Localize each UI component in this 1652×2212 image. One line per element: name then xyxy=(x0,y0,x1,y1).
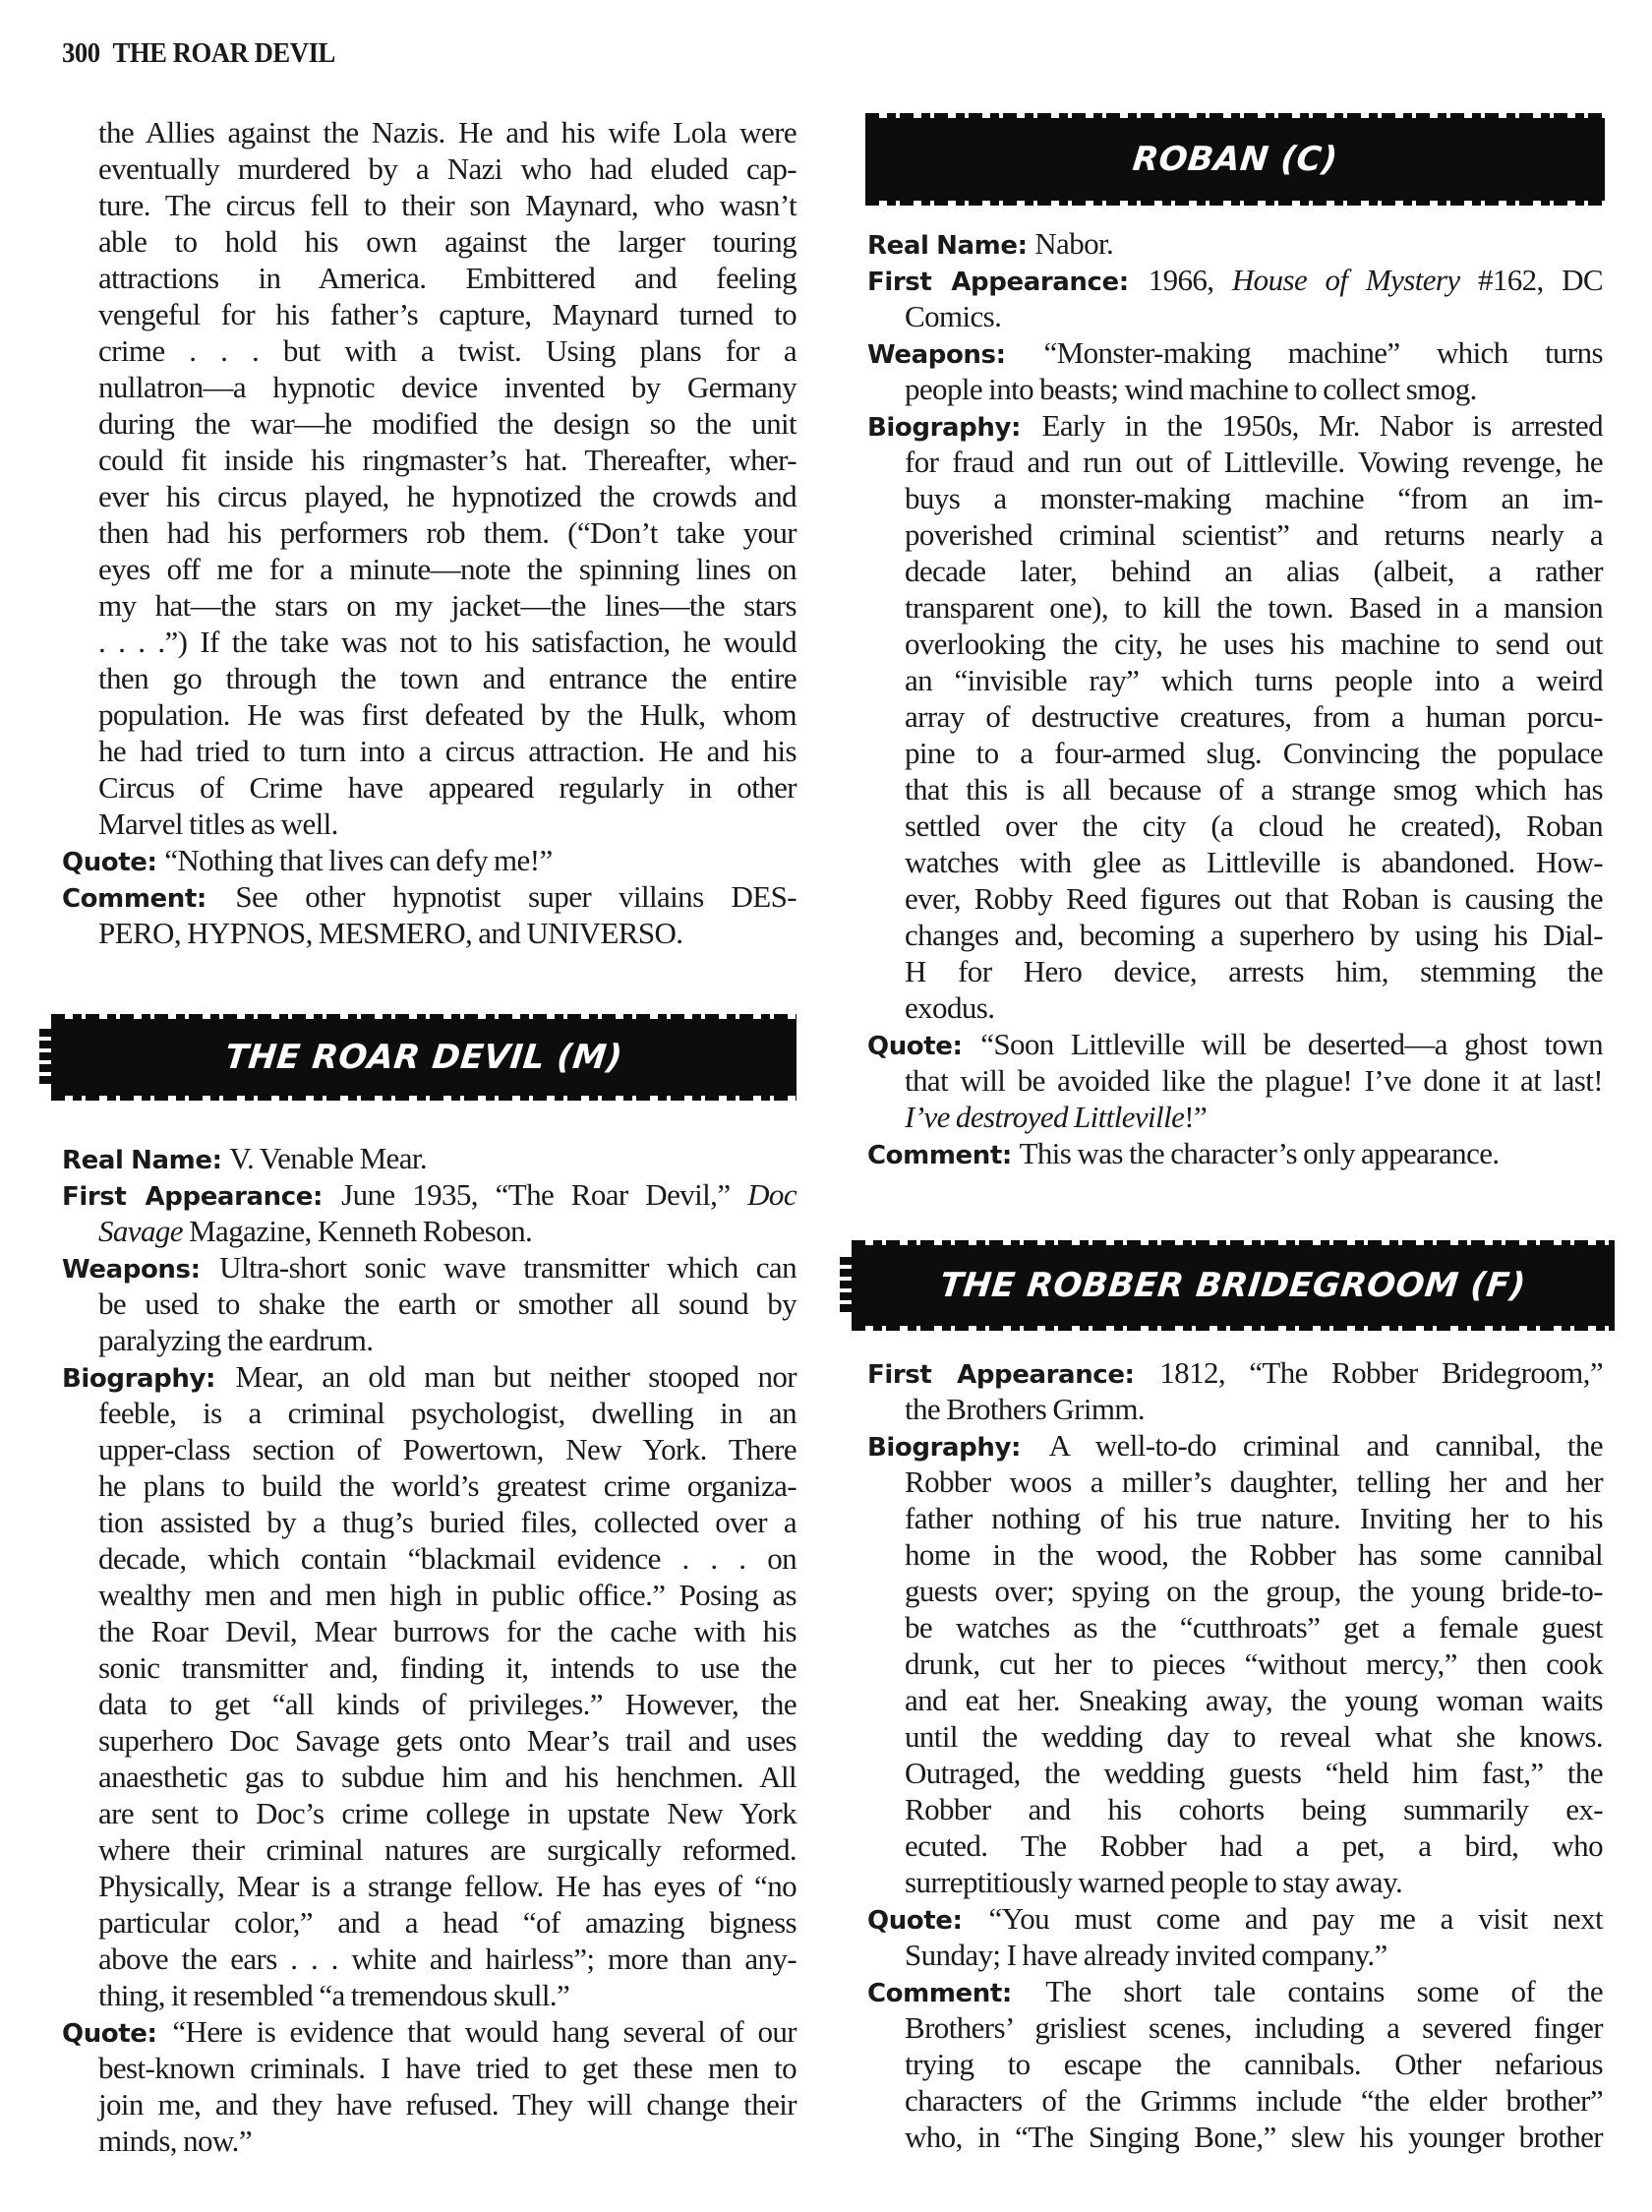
text-line xyxy=(98,1213,796,1249)
field-value: feeble, is a criminal psychologist, dwelling in an xyxy=(98,1396,796,1430)
text-line xyxy=(905,953,1603,989)
entry-title-roar-devil: THE ROAR DEVIL (M) xyxy=(222,1038,625,1077)
text-line xyxy=(98,114,796,150)
field-value: and eat her. Sneaking away, the young woman waits xyxy=(905,1683,1603,1717)
field-value: Magazine, Kenneth Robeson. xyxy=(182,1214,533,1248)
field-value: !” xyxy=(1184,1100,1208,1134)
field-value: Robber woos a miller’s daughter, telling her and her xyxy=(905,1465,1603,1499)
field-line xyxy=(867,1026,1603,1062)
text-line xyxy=(98,1977,796,2013)
field-value: “Nothing that lives can defy me!” xyxy=(164,843,553,877)
field-value: be watches as the “cutthroats” get a female guest xyxy=(905,1610,1603,1644)
field-value: sonic transmitter and, finding it, intends to use the xyxy=(98,1650,796,1685)
text-line xyxy=(98,150,796,187)
field-label: Quote: xyxy=(867,1906,989,1936)
field-line xyxy=(62,1140,796,1176)
field-value: minds, now.” xyxy=(98,2123,252,2158)
text-line xyxy=(905,553,1603,589)
entry-title-robber-bridegroom: THE ROBBER BRIDEGROOM (F) xyxy=(938,1266,1528,1305)
text-line xyxy=(905,480,1603,516)
field-label: Weapons: xyxy=(62,1255,220,1285)
field-value: Circus of Crime have appeared regularly in other xyxy=(98,770,796,805)
text-line xyxy=(98,2050,796,2086)
field-value: trying to escape the cannibals. Other nefarious xyxy=(905,2047,1603,2081)
field-value: vengeful for his father’s capture, Maynard turned to xyxy=(98,297,796,331)
field-value: anaesthetic gas to subdue him and his henchmen. All xyxy=(98,1760,796,1794)
field-value: then had his performers rob them. (“Don’t take your xyxy=(98,515,796,550)
field-label: Quote: xyxy=(62,2019,173,2049)
field-value: Mear, an old man but neither stooped nor xyxy=(235,1359,796,1394)
field-value: guests over; spying on the group, the young bride-to- xyxy=(905,1574,1603,1608)
field-value: nullatron—a hypnotic device invented by Germany xyxy=(98,370,796,404)
field-line xyxy=(62,878,796,915)
text-line xyxy=(905,298,1603,334)
field-line xyxy=(867,1135,1603,1171)
italic-title: I’ve destroyed Littleville xyxy=(905,1100,1185,1134)
text-line xyxy=(98,1322,796,1358)
field-value: array of destructive creatures, from a human porcu- xyxy=(905,699,1603,734)
text-line xyxy=(905,1609,1603,1645)
field-line xyxy=(867,407,1603,444)
text-line xyxy=(905,1536,1603,1573)
field-value: who, in “The Singing Bone,” slew his younger brother xyxy=(905,2120,1603,2154)
field-value: pine to a four-armed slug. Convincing the populace xyxy=(905,736,1603,770)
field-label: Comment: xyxy=(62,884,236,914)
field-line xyxy=(62,2013,796,2050)
text-line xyxy=(905,626,1603,662)
text-line xyxy=(98,1686,796,1722)
field-label: First Appearance: xyxy=(867,268,1149,297)
entry-banner-roar-devil xyxy=(51,1019,796,1096)
field-value: ever, Robby Reed figures out that Roban is causing the xyxy=(905,881,1603,916)
text-line xyxy=(98,296,796,332)
text-line xyxy=(905,1645,1603,1682)
text-line xyxy=(905,1500,1603,1536)
text-line xyxy=(98,1504,796,1540)
field-label: Quote: xyxy=(867,1032,981,1061)
text-line xyxy=(98,1467,796,1504)
field-label: Comment: xyxy=(867,1979,1046,2008)
text-line xyxy=(98,2122,796,2159)
field-value: Sunday; I have already invited company.” xyxy=(905,1938,1387,1972)
text-line xyxy=(905,516,1603,553)
field-line xyxy=(62,1176,796,1213)
field-value: H for Hero device, arrests him, stemming the xyxy=(905,954,1603,988)
field-value: Outraged, the wedding guests “held him fast,” the xyxy=(905,1756,1603,1790)
text-line xyxy=(905,1099,1603,1135)
field-label: Biography: xyxy=(867,413,1042,443)
text-line xyxy=(905,662,1603,698)
field-value: attractions in America. Embittered and feeling xyxy=(98,261,796,295)
text-line xyxy=(905,880,1603,917)
text-line xyxy=(905,771,1603,807)
field-value: Early in the 1950s, Mr. Nabor is arrested xyxy=(1041,408,1603,443)
field-value: my hat—the stars on my jacket—the lines—the stars xyxy=(98,588,796,623)
field-value: ture. The circus fell to their son Maynard, who wasn’t xyxy=(98,188,796,222)
field-value: changes and, becoming a superhero by using his Dial- xyxy=(905,918,1603,952)
field-value: ecuted. The Robber had a pet, a bird, who xyxy=(905,1828,1603,1863)
text-line xyxy=(98,1649,796,1686)
text-line xyxy=(905,844,1603,880)
field-label: Real Name: xyxy=(62,1146,230,1175)
field-value: he plans to build the world’s greatest crime organiza- xyxy=(98,1468,796,1503)
text-line xyxy=(98,733,796,769)
text-line xyxy=(905,735,1603,771)
banner-brush-edge xyxy=(840,1257,854,1312)
field-value: surreptitiously warned people to stay away. xyxy=(905,1865,1403,1899)
field-value: data to get “all kinds of privileges.” However, the xyxy=(98,1687,796,1721)
text-line xyxy=(905,1573,1603,1609)
page-number: 300 xyxy=(62,37,100,69)
field-value: decade later, behind an alias (albeit, a rather xyxy=(905,554,1603,588)
text-line xyxy=(98,2086,796,2122)
field-line xyxy=(867,334,1603,371)
text-line xyxy=(98,478,796,514)
field-value: father nothing of his true nature. Inviting her to his xyxy=(905,1501,1603,1535)
field-value: #162, DC xyxy=(1459,263,1603,297)
text-line xyxy=(98,1941,796,1977)
text-line xyxy=(98,1395,796,1431)
text-line xyxy=(905,1827,1603,1864)
text-line xyxy=(905,444,1603,480)
text-line xyxy=(905,917,1603,953)
text-line xyxy=(98,1722,796,1759)
field-value: “Here is evidence that would hang several of our xyxy=(172,2014,797,2049)
field-value: eventually murdered by a Nazi who had eluded cap- xyxy=(98,151,796,186)
field-value: Ultra-short sonic wave transmitter which can xyxy=(219,1250,796,1285)
field-value: people into beasts; wind machine to collect smog. xyxy=(905,372,1477,406)
field-label: Biography: xyxy=(867,1433,1049,1463)
field-value: “You must come and pay me a visit next xyxy=(988,1901,1603,1936)
text-line xyxy=(98,369,796,405)
field-value: thing, it resembled “a tremendous skull.” xyxy=(98,1978,570,2012)
field-value: the Allies against the Nazis. He and his wife Lola were xyxy=(98,115,796,149)
field-value: 1966, xyxy=(1148,263,1232,297)
text-line xyxy=(905,1864,1603,1900)
field-value: wealthy men and men high in public office.” Posing as xyxy=(98,1578,796,1612)
running-head xyxy=(62,37,335,70)
text-line xyxy=(98,1759,796,1795)
field-value: transparent one), to kill the town. Based in a mansion xyxy=(905,590,1603,625)
field-value: home in the wood, the Robber has some cannibal xyxy=(905,1537,1603,1572)
field-value: the Roar Devil, Mear burrows for the cache with his xyxy=(98,1614,796,1648)
field-value: superhero Doc Savage gets onto Mear’s trail and uses xyxy=(98,1723,796,1758)
text-line xyxy=(98,1577,796,1613)
text-line xyxy=(905,2009,1603,2046)
text-line xyxy=(98,260,796,296)
field-line xyxy=(867,1900,1603,1937)
field-line xyxy=(867,225,1603,262)
text-line xyxy=(98,1285,796,1322)
text-line xyxy=(98,442,796,478)
field-line xyxy=(867,1427,1603,1464)
field-value: watches with glee as Littleville is abandoned. How- xyxy=(905,845,1603,879)
field-value: A well-to-do criminal and cannibal, the xyxy=(1048,1428,1603,1463)
banner-brush-edge xyxy=(39,1029,53,1086)
text-line xyxy=(98,660,796,696)
field-value: buys a monster-making machine “from an im- xyxy=(905,481,1603,515)
field-value: where their criminal natures are surgically reformed. xyxy=(98,1832,796,1867)
field-value: until the wedding day to reveal what she knows. xyxy=(905,1719,1603,1754)
text-line xyxy=(98,223,796,260)
field-value: poverished criminal scientist” and returns nearly a xyxy=(905,517,1603,552)
field-value: are sent to Doc’s crime college in upstate New York xyxy=(98,1796,796,1830)
field-value: upper-class section of Powertown, New York. There xyxy=(98,1432,796,1466)
text-line xyxy=(98,1613,796,1649)
field-label: First Appearance: xyxy=(867,1360,1160,1390)
entry-banner-roban xyxy=(865,118,1605,201)
running-head-title: THE ROAR DEVIL xyxy=(112,37,335,69)
text-line xyxy=(98,1795,796,1831)
field-value: join me, and they have refused. They will change their xyxy=(98,2087,796,2122)
field-value: Brothers’ grisliest scenes, including a severed finger xyxy=(905,2010,1603,2045)
field-value: “Soon Littleville will be deserted—a ghost town xyxy=(980,1027,1603,1061)
field-value: population. He was first defeated by the Hulk, whom xyxy=(98,697,796,732)
field-value: best-known criminals. I have tried to get these men to xyxy=(98,2051,796,2085)
field-value: be used to shake the earth or smother all sound by xyxy=(98,1286,796,1321)
text-line xyxy=(98,1831,796,1868)
text-line xyxy=(98,1431,796,1467)
italic-title: Savage xyxy=(98,1214,183,1248)
field-value: for fraud and run out of Littleville. Vowing revenge, he xyxy=(905,445,1603,479)
italic-title: Doc xyxy=(747,1177,796,1212)
field-value: that this is all because of a strange smog which has xyxy=(905,772,1603,807)
text-line xyxy=(905,1937,1603,1973)
text-line xyxy=(905,2082,1603,2119)
text-line xyxy=(98,624,796,660)
text-line xyxy=(98,915,796,951)
field-line xyxy=(867,1354,1603,1391)
field-value: decade, which contain “blackmail evidence . . . on xyxy=(98,1541,796,1576)
field-value: able to hold his own against the larger touring xyxy=(98,224,796,259)
entry-title-roban: ROBAN (C) xyxy=(1130,140,1340,179)
field-value: ever his circus played, he hypnotized the crowds and xyxy=(98,479,796,513)
text-line xyxy=(905,1391,1603,1427)
text-line xyxy=(98,551,796,587)
text-line xyxy=(905,807,1603,844)
field-line xyxy=(62,842,796,878)
field-value: Physically, Mear is a strange fellow. He has eyes of “no xyxy=(98,1869,796,1903)
text-line xyxy=(98,769,796,806)
field-line xyxy=(867,262,1603,298)
text-line xyxy=(905,371,1603,407)
text-line xyxy=(905,1718,1603,1755)
field-value: eyes off me for a minute—note the spinning lines on xyxy=(98,552,796,586)
field-value: exodus. xyxy=(905,990,995,1025)
field-value: drunk, cut her to pieces “without mercy,” then cook xyxy=(905,1646,1603,1681)
text-line xyxy=(98,332,796,369)
field-value: that will be avoided like the plague! I’ve done it at last! xyxy=(905,1063,1603,1098)
field-value: Comics. xyxy=(905,299,1002,333)
text-line xyxy=(98,187,796,223)
text-line xyxy=(905,989,1603,1026)
field-value: V. Venable Mear. xyxy=(229,1141,428,1175)
text-line xyxy=(905,2119,1603,2155)
field-value: overlooking the city, he uses his machine to send out xyxy=(905,627,1603,661)
italic-title: House of Mystery xyxy=(1231,263,1460,297)
text-line xyxy=(905,589,1603,626)
text-line xyxy=(905,1464,1603,1500)
field-label: Weapons: xyxy=(867,340,1044,370)
text-line xyxy=(98,696,796,733)
field-label: Quote: xyxy=(62,848,165,877)
field-value: particular color,” and a head “of amazing bigness xyxy=(98,1905,796,1940)
text-line xyxy=(98,1868,796,1904)
field-value: the Brothers Grimm. xyxy=(905,1392,1146,1426)
field-label: Comment: xyxy=(867,1141,1020,1170)
field-value: an “invisible ray” which turns people into a weird xyxy=(905,663,1603,697)
field-label: First Appearance: xyxy=(62,1182,342,1212)
field-value: crime . . . but with a twist. Using plans for a xyxy=(98,333,796,368)
entry-banner-robber-bridegroom xyxy=(852,1245,1615,1326)
field-value: Marvel titles as well. xyxy=(98,807,338,841)
text-line xyxy=(98,405,796,442)
field-value: then go through the town and entrance the entire xyxy=(98,661,796,695)
field-value: The short tale contains some of the xyxy=(1045,1974,1603,2008)
field-value: June 1935, “The Roar Devil,” xyxy=(341,1177,748,1212)
text-line xyxy=(905,1682,1603,1718)
field-value: could fit inside his ringmaster’s hat. Thereafter, wher- xyxy=(98,443,796,477)
field-value: Robber and his cohorts being summarily ex- xyxy=(905,1792,1603,1826)
field-value: PERO, HYPNOS, MESMERO, and UNIVERSO. xyxy=(98,916,683,950)
text-line xyxy=(905,698,1603,735)
text-line xyxy=(98,1540,796,1577)
text-line xyxy=(905,1062,1603,1099)
field-value: paralyzing the eardrum. xyxy=(98,1323,374,1357)
field-value: characters of the Grimms include “the elder brother” xyxy=(905,2083,1603,2118)
field-value: Nabor. xyxy=(1034,226,1114,261)
field-value: during the war—he modified the design so the unit xyxy=(98,406,796,441)
text-line xyxy=(905,2046,1603,2082)
field-value: he had tried to turn into a circus attraction. He and his xyxy=(98,734,796,768)
field-value: tion assisted by a thug’s buried files, collected over a xyxy=(98,1505,796,1539)
field-value: See other hypnotist super villains DES- xyxy=(235,879,796,914)
field-value: This was the character’s only appearance. xyxy=(1019,1136,1500,1170)
text-line xyxy=(905,1791,1603,1827)
field-line xyxy=(867,1973,1603,2009)
field-value: above the ears . . . white and hairless”; more than any- xyxy=(98,1942,796,1976)
field-line xyxy=(62,1249,796,1285)
field-label: Biography: xyxy=(62,1364,236,1394)
field-line xyxy=(62,1358,796,1395)
field-value: 1812, “The Robber Bridegroom,” xyxy=(1159,1355,1603,1390)
field-label: Real Name: xyxy=(867,231,1035,261)
text-line xyxy=(98,514,796,551)
field-value: “Monster-making machine” which turns xyxy=(1043,335,1603,370)
field-value: . . . .”) If the take was not to his satisfaction, he would xyxy=(98,625,796,659)
field-value: settled over the city (a cloud he created), Roban xyxy=(905,808,1603,843)
text-line xyxy=(98,1904,796,1941)
text-line xyxy=(98,587,796,624)
text-line xyxy=(905,1755,1603,1791)
text-line xyxy=(98,806,796,842)
